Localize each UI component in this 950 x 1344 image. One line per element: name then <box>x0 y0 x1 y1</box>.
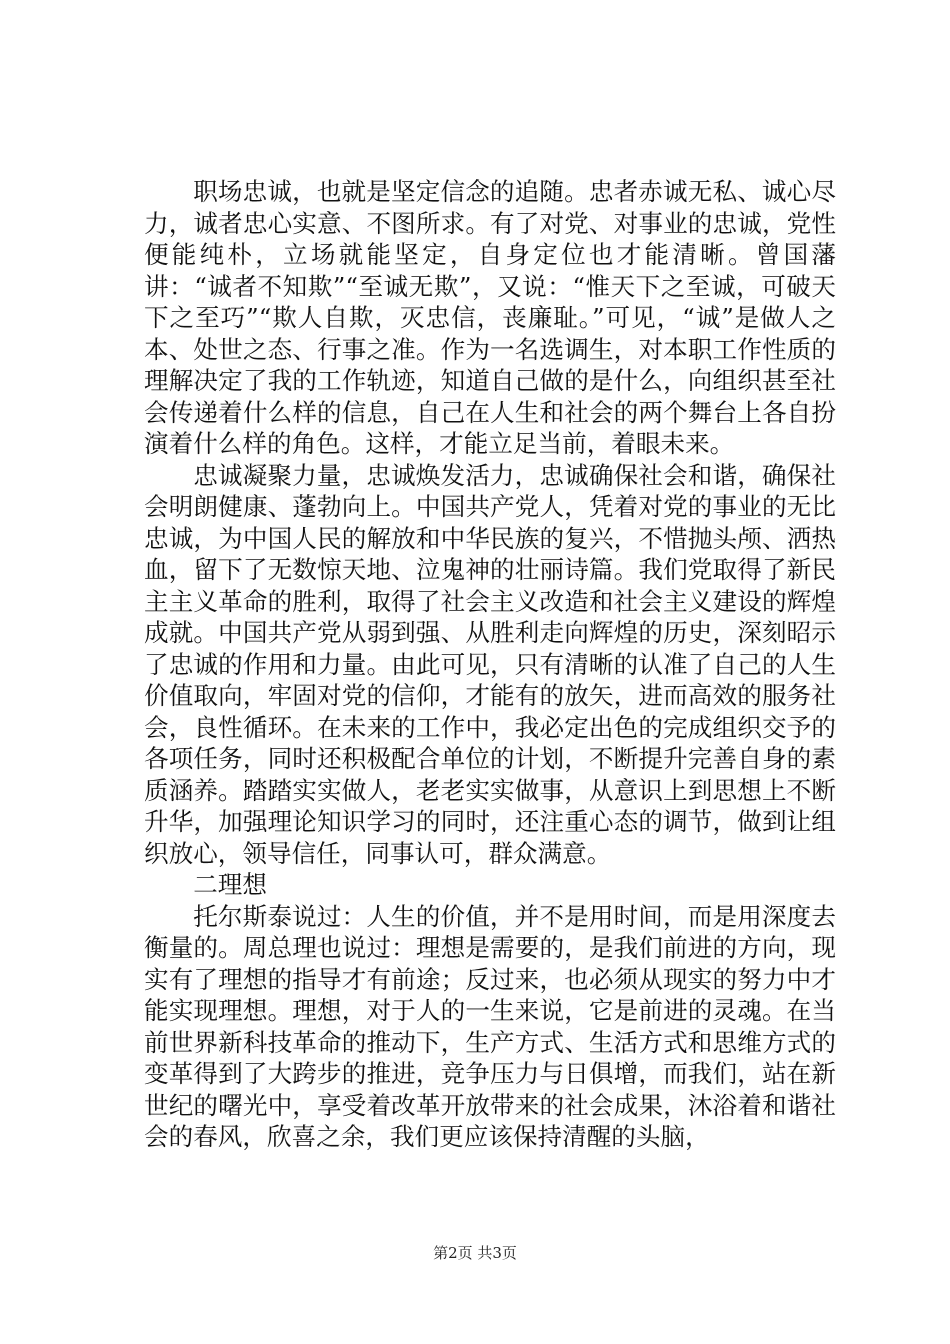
paragraph-loyalty-workplace: 职场忠诚，也就是坚定信念的追随。忠者赤诚无私、诚心尽力，诚者忠心实意、不图所求。有了对党、对事业的忠诚，党性便能纯朴，立场就能坚定，自身定位也才能清晰。曾国藩讲：“诚者不知欺”“至诚无欺”，又说：“惟天下之至诚，可破天下之至巧”“欺人自欺，灭忠信，丧廉耻。”可见，“诚”是做人之本、处世之态、行事之准。作为一名选调生，对本职工作性质的理解决定了我的工作轨迹，知道自己做的是什么，向组织甚至社会传递着什么样的信息，自己在人生和社会的两个舞台上各自扮演着什么样的角色。这样，才能立足当前，着眼未来。 <box>144 177 836 458</box>
paragraph-ideal: 托尔斯泰说过：人生的价值，并不是用时间，而是用深度去衡量的。周总理也说过：理想是需要的，是我们前进的方向，现实有了理想的指导才有前途；反过来，也必须从现实的努力中才能实现理想。理想，对于人的一生来说，它是前进的灵魂。在当前世界新科技革命的推动下，生产方式、生活方式和思维方式的变革得到了大跨步的推进，竞争压力与日俱增，而我们，站在新世纪的曙光中，享受着改革开放带来的社会成果，沐浴着和谐社会的春风，欣喜之余，我们更应该保持清醒的头脑， <box>144 901 836 1151</box>
section-heading-ideal: 二理想 <box>193 870 267 899</box>
page-footer <box>0 1243 950 1263</box>
page-number-indicator: 第2页 共3页 <box>433 1244 517 1262</box>
paragraph-loyalty-strength: 忠诚凝聚力量，忠诚焕发活力，忠诚确保社会和谐，确保社会明朗健康、蓬勃向上。中国共产党人，凭着对党的事业的无比忠诚，为中国人民的解放和中华民族的复兴，不惜抛头颅、洒热血，留下了无数惊天地、泣鬼神的壮丽诗篇。我们党取得了新民主主义革命的胜利，取得了社会主义改造和社会主义建设的辉煌成就。中国共产党从弱到强、从胜利走向辉煌的历史，深刻昭示了忠诚的作用和力量。由此可见，只有清晰的认准了自己的人生价值取向，牢固对党的信仰，才能有的放矢，进而高效的服务社会，良性循环。在未来的工作中，我必定出色的完成组织交予的各项任务，同时还积极配合单位的计划，不断提升完善自身的素质涵养。踏踏实实做人，老老实实做事，从意识上到思想上不断升华，加强理论知识学习的同时，还注重心态的调节，做到让组织放心，领导信任，同事认可，群众满意。 <box>144 460 836 868</box>
document-body <box>144 176 836 1153</box>
